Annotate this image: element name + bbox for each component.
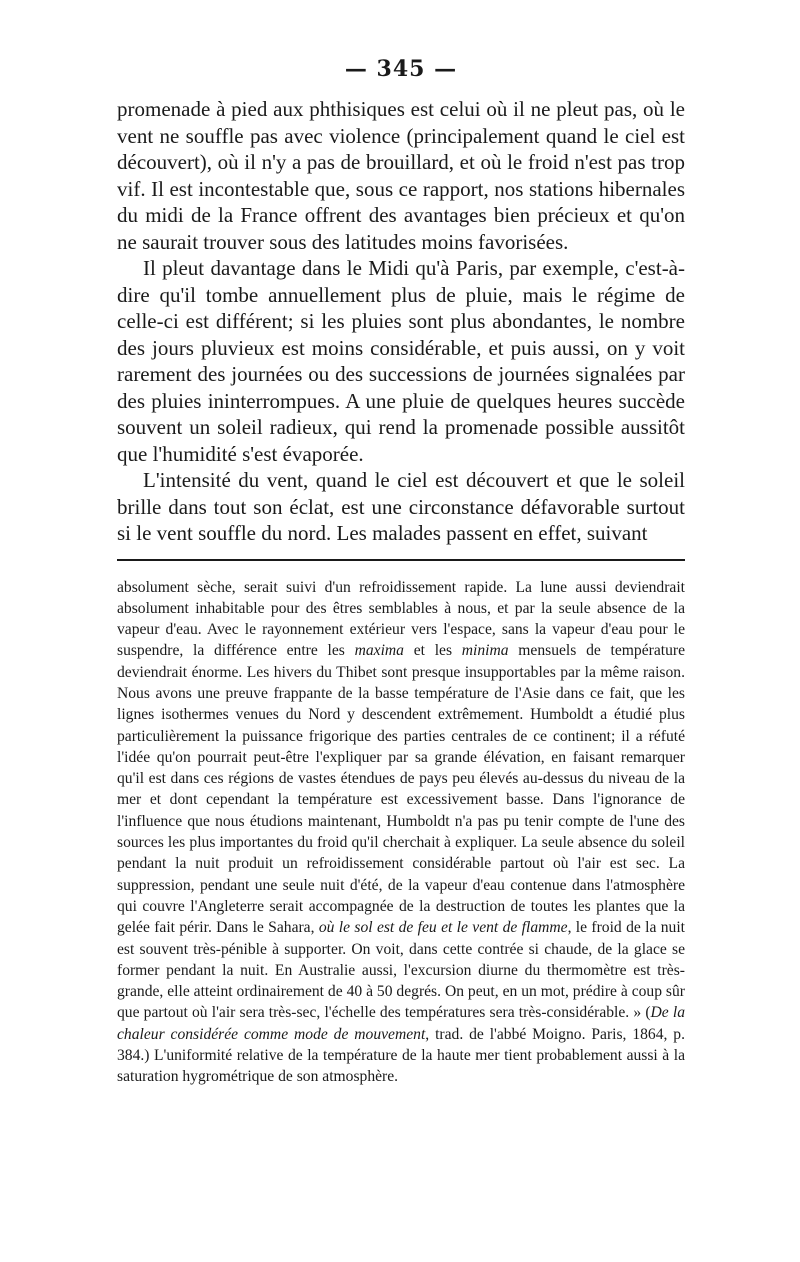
- paragraph-3: L'intensité du vent, quand le ciel est découvert et que le soleil brille dans tout son éclat, est une circonstance défavorable surtout si le vent souffle du nord. Les malades passent en effet, suivant: [117, 468, 685, 545]
- footnote-part-4: , le froid de la nuit est souvent très-pénible à supporter. On voit, dans cette contrée si chaude, de la glace se former pendant la nuit. En Australie aussi, l'excursion diurne du thermomètre est très-grande, elle atteint ordinairement de 40 à 50 degrés. On peut, en un mot, prédire à coup sûr que partout où l'air sera très-sec, l'échelle des températures sera très-considérable. » (: [117, 919, 685, 1022]
- paragraph-2: Il pleut davantage dans le Midi qu'à Paris, par exemple, c'est-à-dire qu'il tombe annuellement plus de pluie, mais le régime de celle-ci est différent; si les pluies sont plus abondantes, le nombre des jours pluvieux est moins considérable, et puis aussi, on y voit rarement des journées ou des successions de journées signalées par des pluies ininterrompues. A une pluie de quelques heures succède souvent un soleil radieux, qui rend la promenade possible aussitôt que l'humidité s'est évaporée.: [117, 256, 685, 466]
- footnote-italic-maxima: maxima: [354, 642, 404, 660]
- footnote-part-1: absolument sèche, serait suivi d'un refroidissement rapide. La lune aussi deviendrait absolument inhabitable pour des êtres semblables à nous, et par la seule absence de la vapeur d'eau. Avec le rayonnement extérieur vers l'espace, sans la vapeur d'eau pour le suspendre, la différence entre les: [117, 578, 685, 660]
- page-number: — 345 —: [344, 56, 458, 82]
- footnote-part-2: et les: [403, 642, 462, 660]
- footnote-part-3: mensuels de température deviendrait énorme. Les hivers du Thibet sont presque insupportables par la même raison. Nous avons une preuve frappante de la basse température de l'Asie dans ce fait, que les lignes isothermes venues du Nord y descendent extrêmement. Humboldt a étudié plus particulièrement la puissance frigorique des parties centrales de ce continent; il a réfuté l'idée qu'on pourrait peut-être l'expliquer par sa grande élévation, en faisant remarquer qu'il est dans ces régions de vastes étendues de pays peu élevés au-dessus du niveau de la mer et dont cependant la température est excessivement basse. Dans l'ignorance de l'influence que nous étudions maintenant, Humboldt n'a pas pu tenir compte de l'une des sources les plus importantes du froid qu'il cherchait à expliquer. La seule absence du soleil pendant la nuit produit un refroidissement considérable partout où l'air est sec. La suppression, pendant une seule nuit d'été, de la vapeur d'eau contenue dans l'atmosphère qui couvre l'Angleterre serait accompagnée de la destruction de toutes les plantes que la gelée fait périr. Dans le Sahara,: [117, 642, 685, 937]
- main-text: [117, 96, 685, 547]
- footnote-italic-title: De la chaleur considérée comme mode de mouvement: [117, 1004, 685, 1043]
- footnote-italic-sahara: où le sol est de feu et le vent de flamme: [318, 919, 568, 937]
- footnote: [117, 577, 685, 1088]
- book-page: [117, 56, 685, 1088]
- footnote-italic-minima: minima: [461, 642, 509, 660]
- paragraph-1: promenade à pied aux phthisiques est celui où il ne pleut pas, où le vent ne souffle pas avec violence (principalement quand le ciel est découvert), où il n'y a pas de brouillard, et où le froid n'est pas trop vif. Il est incontestable que, sous ce rapport, nos stations hibernales du midi de la France offrent des avantages bien précieux et qu'on ne saurait trouver sous des latitudes moins favorisées.: [117, 97, 685, 254]
- footnote-part-5: , trad. de l'abbé Moigno. Paris, 1864, p. 384.) L'uniformité relative de la température de la haute mer tient probablement aussi à la saturation hygrométrique de son atmosphère.: [117, 1025, 686, 1086]
- footnote-separator: [117, 559, 685, 561]
